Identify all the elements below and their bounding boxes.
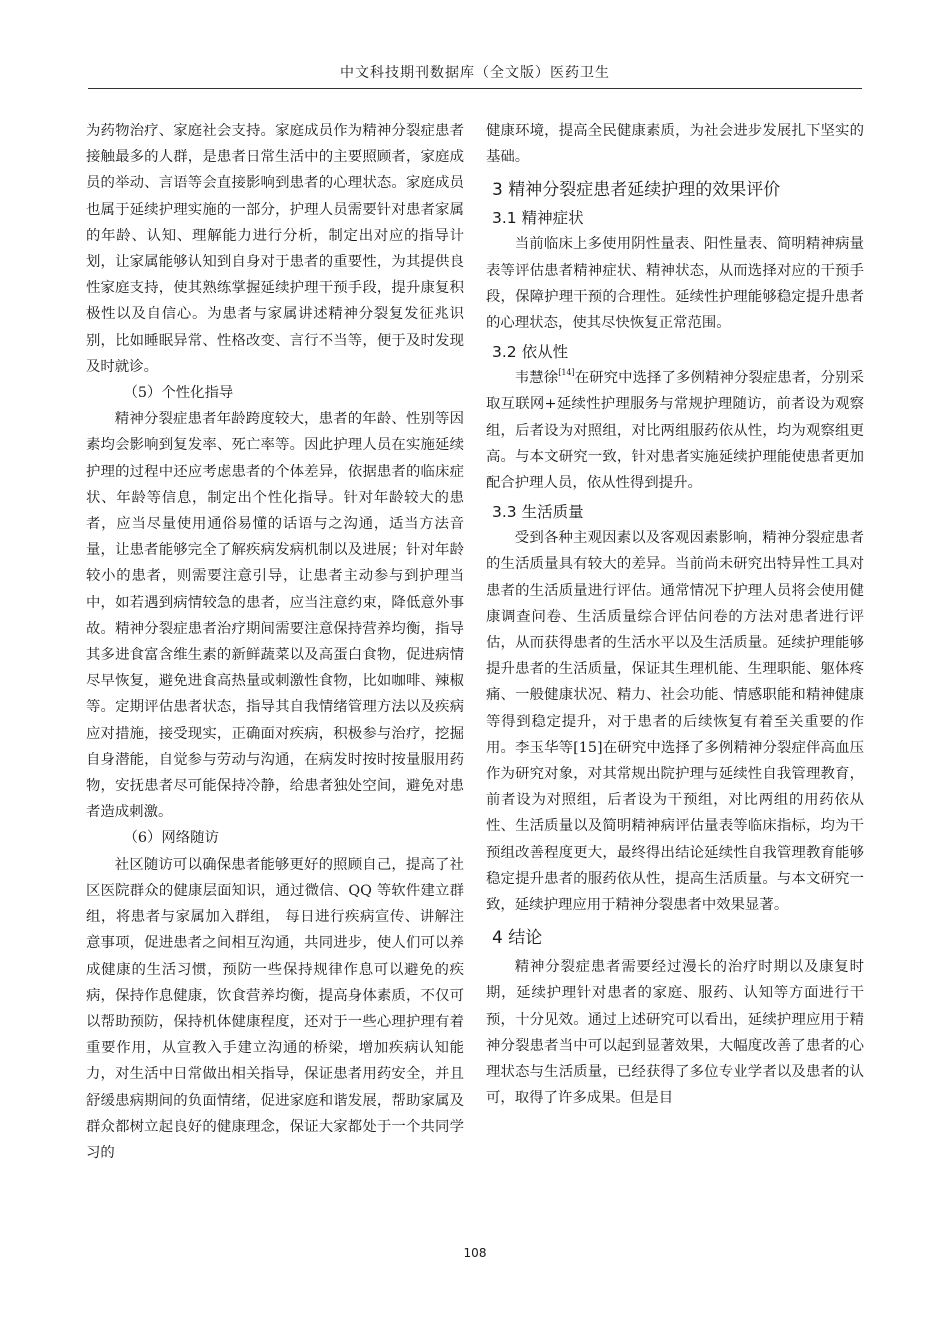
- section-heading-3-2: 3.2 依从性: [492, 343, 569, 362]
- paragraph-family-support: 为药物治疗、家庭社会支持。家庭成员作为精神分裂症患者接触最多的人群，是患者日常生活中的主要照顾者，家庭成员的举动、言语等会直接影响到患者的心理状态。家庭成员也属于延续护理实施的一部分，护理人员需要针对患者家属的年龄、认知、理解能力进行分析，制定出对应的指导计划，让家属能够认知到自身对于患者的重要性，为其提供良性家庭支持，使其熟练掌握延续护理干预手段，提升康复积极性以及自信心。为患者与家属讲述精神分裂复发征兆识别，比如睡眠异常、性格改变、言行不当等，便于及时发现及时就诊。: [86, 123, 464, 375]
- compliance-text: 在研究中选择了多例精神分裂症患者，分别采取互联网+延续性护理服务与常规护理随访，前者设为观察组，后者设为对照组，对比两组服药依从性，均为观察组更高。与本文研究一致，针对患者实施延续护理能使患者更加配合护理人员，依从性得到提升。: [486, 370, 864, 492]
- paragraph-network-followup: 社区随访可以确保患者能够更好的照顾自己，提高了社区医院群众的健康层面知识，通过微信、QQ 等软件建立群组，将患者与家属加入群组， 每日进行疾病宣传、讲解注意事项，促进患者之间相互沟通，共同进步，使人们可以养成健康的生活习惯，预防一些保持规律作息可以避免的疾病，保持作息健康，饮食营养均衡，提高身体素质，不仅可以帮助预防，保持机体健康程度，还对于一些心理护理有着重要作用，从宣教入手建立沟通的桥梁，增加疾病认知能力，对生活中日常做出相关指导，保证患者用药安全，并且舒缓患病期间的负面情绪，促进家庭和谐发展，帮助家属及群众都树立起良好的健康理念，保证大家都处于一个共同学习的: [86, 856, 464, 1161]
- paragraph-quality-of-life: 受到各种主观因素以及客观因素影响，精神分裂症患者的生活质量具有较大的差异。当前尚未研究出特异性工具对患者的生活质量进行评估。通常情况下护理人员将会使用健康调查问卷、生活质量综合评估问卷的方法对患者进行评估，从而获得患者的生活水平以及生活质量。延续护理能够提升患者的生活质量，保证其生理机能、生理职能、躯体疼痛、一般健康状况、精力、社会功能、情感职能和精神健康等得到稳定提升，对于患者的后续恢复有着至关重要的作用。李玉华等[15]在研究中选择了多例精神分裂症伴高血压作为研究对象，对其常规出院护理与延续性自我管理教育，前者设为对照组，后者设为干预组，对比两组的用药依从性、生活质量以及简明精神病评估量表等临床指标，均为干预组改善程度更大，最终得出结论延续性自我管理教育能够稳定提升患者的服药依从性，提高生活质量。与本文研究一致，延续护理应用于精神分裂患者中效果显著。: [486, 530, 864, 914]
- running-header: 中文科技期刊数据库（全文版）医药卫生: [88, 58, 862, 89]
- citation-ref: [14]: [558, 368, 575, 378]
- page-number: 108: [463, 1246, 487, 1260]
- right-column: [486, 118, 864, 1112]
- left-column: [86, 118, 464, 1166]
- paragraph-personalized-guidance: 精神分裂症患者年龄跨度较大，患者的年龄、性别等因素均会影响到复发率、死亡率等。因此护理人员在实施延续护理的过程中还应考虑患者的个体差异，依据患者的临床症状、年龄等信息，制定出个性化指导。针对年龄较大的患者，应当尽量使用通俗易懂的话语与之沟通，适当方法音量，让患者能够完全了解疾病发病机制以及进展；针对年龄较小的患者，则需要注意引导，让患者主动参与到护理当中，如若遇到病情较急的患者，应当注意约束，降低意外事故。精神分裂症患者治疗期间需要注意保持营养均衡，指导其多进食富含维生素的新鲜蔬菜以及高蛋白食物，促进病情尽早恢复，避免进食高热量或刺激性食物，比如咖啡、辣椒等。定期评估患者状态，指导其自我情绪管理方法以及疾病应对措施，接受现实，正确面对疾病，积极参与治疗，挖掘自身潜能，自觉参与劳动与沟通，在病发时按时按量服用药物，安抚患者尽可能保持冷静，给患者独处空间，避免对患者造成刺激。: [86, 411, 464, 821]
- subheading-network-followup: （6）网络随访: [123, 830, 219, 847]
- paragraph-conclusion: 精神分裂症患者需要经过漫长的治疗时期以及康复时期，延续护理针对患者的家庭、服药、认知等方面进行干预，十分见效。通过上述研究可以看出，延续护理应用于精神分裂患者当中可以起到显著效果，大幅度改善了患者的心理状态与生活质量，已经获得了多位专业学者以及患者的认可，取得了许多成果。但是目: [486, 959, 864, 1107]
- section-heading-3-1: 3.1 精神症状: [492, 209, 584, 228]
- section-heading-3-3: 3.3 生活质量: [492, 503, 584, 522]
- subheading-personalized-guidance: （5）个性化指导: [123, 385, 234, 402]
- paragraph-psychiatric-symptoms: 当前临床上多使用阴性量表、阳性量表、简明精神病量表等评估患者精神症状、精神状态，从而选择对应的干预手段，保障护理干预的合理性。延续性护理能够稳定提升患者的心理状态，使其尽快恢复正常范围。: [486, 236, 864, 332]
- paragraph-continuation: 健康环境，提高全民健康素质，为社会进步发展扎下坚实的基础。: [486, 123, 864, 166]
- paragraph-compliance: [486, 365, 864, 496]
- section-heading-4: 4 结论: [492, 928, 543, 949]
- author-name: 韦慧徐: [514, 370, 559, 387]
- section-heading-3: 3 精神分裂症患者延续护理的效果评价: [492, 180, 781, 201]
